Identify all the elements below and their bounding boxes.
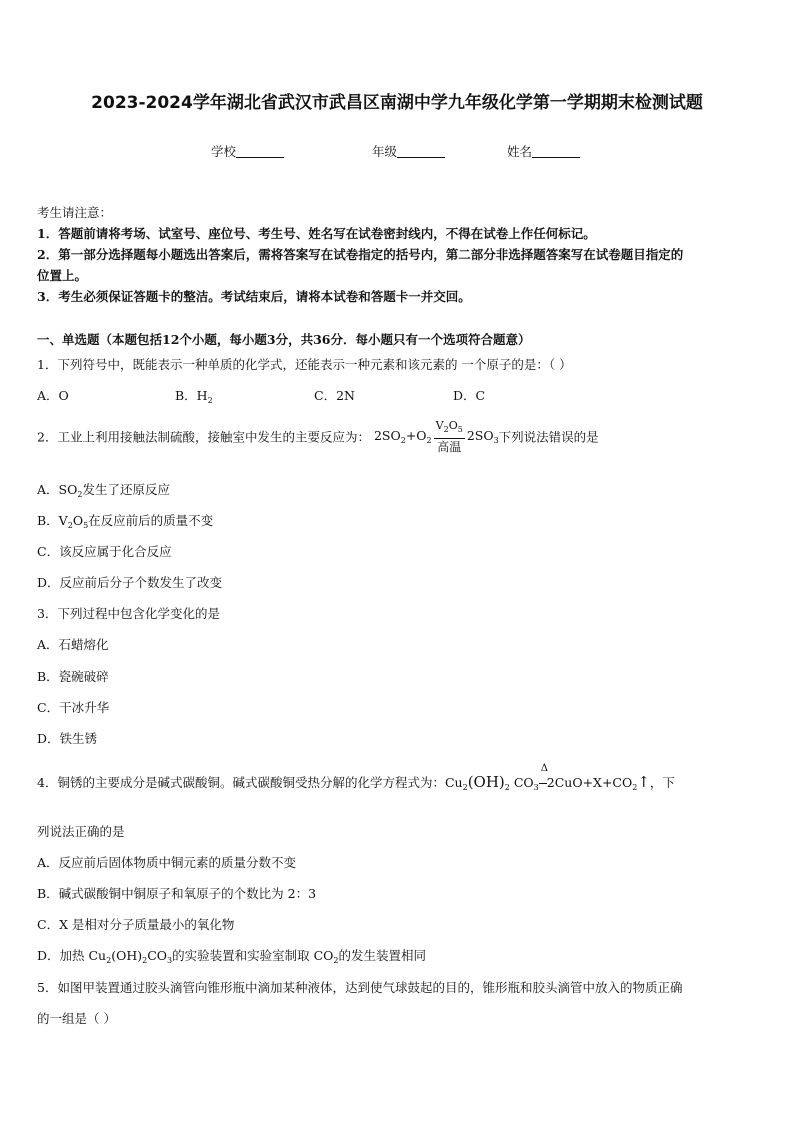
grade-label: 年级 [372,144,398,159]
school-field[interactable] [211,142,284,160]
q4-stem-cont: 列说法正确的是 [37,824,125,839]
section-heading: 一、单选题（本题包括12个小题，每小题3分，共36分．每小题只有一个选项符合题意） [37,332,531,347]
q1-b-sub: 2 [207,396,213,405]
q5-stem: 5．如图甲装置通过胶头滴管向锥形瓶中滴加某种液体，达到使气球鼓起的目的，锥形瓶和胶头滴管中放入的物质正确 [37,980,683,995]
q2-option-b[interactable]: B．$V_2O_5$在反应前后的质量不变 [37,513,214,530]
q3-option-a[interactable]: A．石蜡熔化 [37,637,109,652]
q4-option-a[interactable]: A．反应前后固体物质中铜元素的质量分数不变 [37,855,297,870]
grade-blank[interactable] [397,144,445,158]
q3-option-c[interactable]: C．干冰升华 [37,700,110,715]
notice-item-1: 1．答题前请将考场、试室号、座位号、考生号、姓名写在试卷密封线内，不得在试卷上作任何标记。 [37,226,596,241]
q2-product: $2SO_3$ [466,428,499,445]
q1-b-text: B．H [175,388,208,403]
school-label: 学校 [211,144,237,159]
q2-stem-line [37,418,599,455]
q2-equation: $2SO_2+O_2$ [373,428,432,445]
q4-option-c[interactable]: C．X 是相对分子质量最小的氧化物 [37,917,235,932]
q2-tail: 下列说法错误的是 [498,429,599,445]
heat-symbol: Δ [540,763,548,774]
notice-item-2-cont: 位置上。 [37,268,88,283]
q4-stem-line [37,763,675,792]
q4-tail: ，下 [649,775,675,790]
q4-stem: 4．铜锈的主要成分是碱式碳酸铜。碱式碳酸铜受热分解的化学方程式为： [37,775,445,790]
q1-option-a[interactable]: A．O [37,388,69,403]
q3-stem: 3．下列过程中包含化学变化的是 [37,606,220,621]
gas-arrow-icon: ↑ [637,773,650,791]
q3-option-b[interactable]: B．瓷碗破碎 [37,669,109,684]
notice-heading: 考生请注意： [37,205,113,220]
q2-catalyst-condition: $\frac{V_2O_5}{\text{高温}}$ [435,419,463,454]
q3-option-d[interactable]: D．铁生锈 [37,731,98,746]
q2-option-a[interactable]: A．$SO_2$发生了还原反应 [37,482,170,499]
q5-stem-cont: 的一组是（ ） [37,1011,116,1026]
q2-stem: 2．工业上利用接触法制硫酸，接触室中发生的主要反应为： [37,429,370,445]
notice-item-3: 3．考生必须保证答题卡的整洁。考试结束后，请将本试卷和答题卡一并交回。 [37,289,471,304]
q1-stem: 1．下列符号中，既能表示一种单质的化学式，还能表示一种元素和该元素的 一个原子的是：（ ） [37,357,572,372]
q4-option-d[interactable]: D．加热 $Cu_2(OH)_2CO_3$的实验装置和实验室制取 $CO_2$的发生装置相同 [37,948,427,965]
q4-equation: $Cu_2(OH)_2$ $CO_3$ Δ $2CuO+X+CO_2↑$ [444,763,650,792]
grade-field[interactable] [372,142,445,160]
notice-item-2: 2．第一部分选择题每小题选出答案后，需将答案写在试卷指定的括号内，第二部分非选择题答案写在试卷题目指定的 [37,247,684,262]
q4-option-b[interactable]: B．碱式碳酸铜中铜原子和氧原子的个数比为 2：3 [37,886,317,901]
name-field[interactable] [507,142,580,160]
q1-option-c[interactable]: C．2N [314,388,355,403]
school-blank[interactable] [236,144,284,158]
name-label: 姓名 [507,144,533,159]
q2-option-c[interactable]: C．该反应属于化合反应 [37,544,172,559]
name-blank[interactable] [532,144,580,158]
q2-option-d[interactable]: D．反应前后分子个数发生了改变 [37,575,223,590]
page-title: 2023-2024学年湖北省武汉市武昌区南湖中学九年级化学第一学期期末检测试题 [91,93,703,113]
q1-option-d[interactable]: D．C [453,388,486,403]
q1-option-b[interactable] [175,386,213,405]
